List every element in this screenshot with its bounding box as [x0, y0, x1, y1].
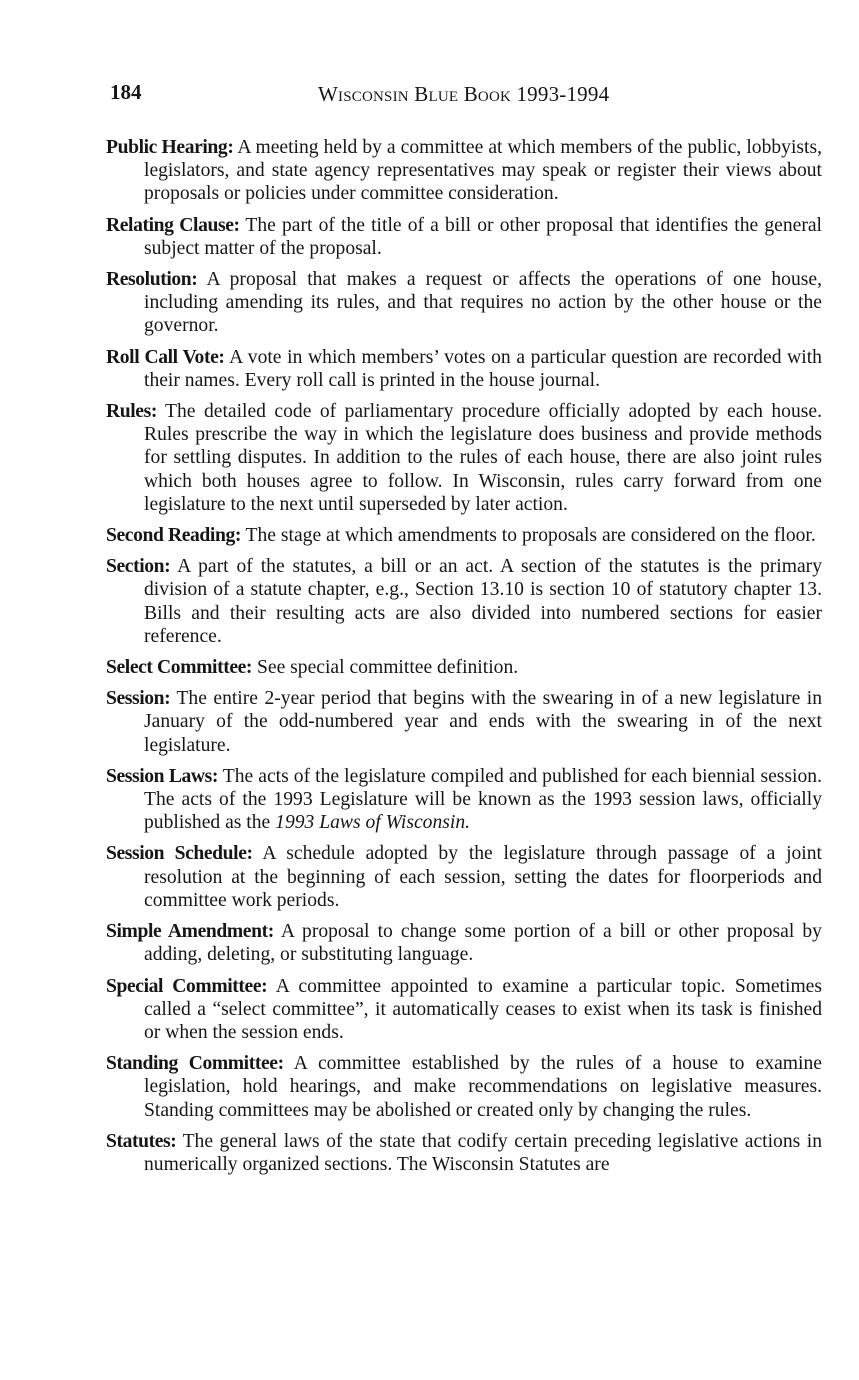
glossary-entry	[106, 1052, 822, 1122]
glossary-entry	[106, 842, 822, 912]
glossary-definition: A meeting held by a committee at which members of the public, lobbyists, legislators, and state agency representatives may speak or register their views about proposals or policies under committee consideration.	[144, 137, 822, 205]
glossary-definition: The detailed code of parliamentary procedure officially adopted by each house. Rules prescribe the way in which the legislature does business and provide methods for settling disputes. In addition to the rules of each house, there are also joint rules which both houses agree to follow. In Wisconsin, rules carry forward from one legislature to the next until superseded by later action.	[144, 401, 822, 515]
running-head: WISCONSIN BLUE BOOK 1993-1994	[318, 82, 610, 106]
glossary-term: Resolution:	[106, 269, 198, 291]
glossary-definition: The general laws of the state that codify certain preceding legislative actions in numerically organized sections. The Wisconsin Statutes are	[144, 1130, 823, 1175]
page-number: 184	[110, 80, 142, 104]
glossary-entry	[106, 920, 822, 966]
glossary-entry	[106, 400, 822, 516]
glossary-definition: A part of the statutes, a bill or an act. A section of the statutes is the primary division of a statute chapter, e.g., Section 13.10 is section 10 of statutory chapter 13. Bills and their resulting acts are also divided into numbered sections for easier reference.	[144, 556, 822, 647]
glossary-definition: A proposal that makes a request or affects the operations of one house, including amending its rules, and that requires no action by the other house or the governor.	[144, 269, 822, 337]
glossary-definition: A vote in which members’ votes on a particular question are recorded with their names. Every roll call is printed in the house journal.	[144, 346, 822, 391]
glossary-entry	[106, 346, 822, 392]
glossary-entry	[106, 555, 822, 648]
glossary-entry	[106, 656, 822, 679]
glossary	[106, 136, 822, 1184]
glossary-term: Session Laws:	[106, 765, 219, 787]
glossary-definition: The stage at which amendments to proposals are considered on the floor.	[245, 525, 816, 547]
glossary-entry	[106, 687, 822, 757]
glossary-entry	[106, 765, 822, 835]
glossary-citation: 1993 Laws of Wisconsin.	[275, 812, 471, 834]
glossary-term: Simple Amendment:	[106, 921, 274, 943]
glossary-definition: A committee established by the rules of a house to examine legislation, hold hearings, and make recommendations on legislative measures. Standing committees may be abolished or created only by changing the rules.	[144, 1053, 822, 1121]
glossary-definition: A schedule adopted by the legislature through passage of a joint resolution at the beginning of each session, setting the dates for floorperiods and committee work periods.	[144, 843, 822, 911]
glossary-entry	[106, 524, 822, 547]
glossary-definition: The acts of the legislature compiled and published for each biennial session. The acts of the 1993 Legislature will be known as the 1993 session laws, officially published as the	[144, 765, 822, 834]
glossary-definition: The part of the title of a bill or other proposal that identifies the general subject matter of the proposal.	[144, 214, 822, 259]
glossary-term: Relating Clause:	[106, 214, 240, 236]
glossary-entry	[106, 1130, 822, 1176]
glossary-entry	[106, 214, 822, 260]
glossary-definition: A committee appointed to examine a particular topic. Sometimes called a “select committee”, it automatically ceases to exist when its task is finished or when the session ends.	[144, 975, 823, 1043]
glossary-entry	[106, 975, 822, 1045]
glossary-term: Statutes:	[106, 1130, 177, 1152]
glossary-term: Second Reading:	[106, 525, 241, 547]
glossary-term: Session Schedule:	[106, 843, 253, 865]
glossary-definition: See special committee definition.	[256, 657, 519, 679]
glossary-term: Rules:	[106, 401, 157, 423]
glossary-term: Special Committee:	[106, 975, 268, 997]
glossary-entry	[106, 268, 822, 338]
glossary-term: Roll Call Vote:	[106, 346, 225, 368]
glossary-term: Section:	[106, 556, 171, 578]
glossary-term: Select Committee:	[106, 657, 253, 679]
glossary-term: Standing Committee:	[106, 1053, 284, 1075]
glossary-term: Session:	[106, 688, 171, 710]
glossary-entry	[106, 136, 822, 206]
glossary-definition: The entire 2-year period that begins with the swearing in of a new legislature in January of the odd-numbered year and ends with the swearing in of the next legislature.	[144, 688, 822, 756]
glossary-term: Public Hearing:	[106, 137, 234, 158]
glossary-definition: A proposal to change some portion of a bill or other proposal by adding, deleting, or substituting language.	[144, 921, 822, 966]
